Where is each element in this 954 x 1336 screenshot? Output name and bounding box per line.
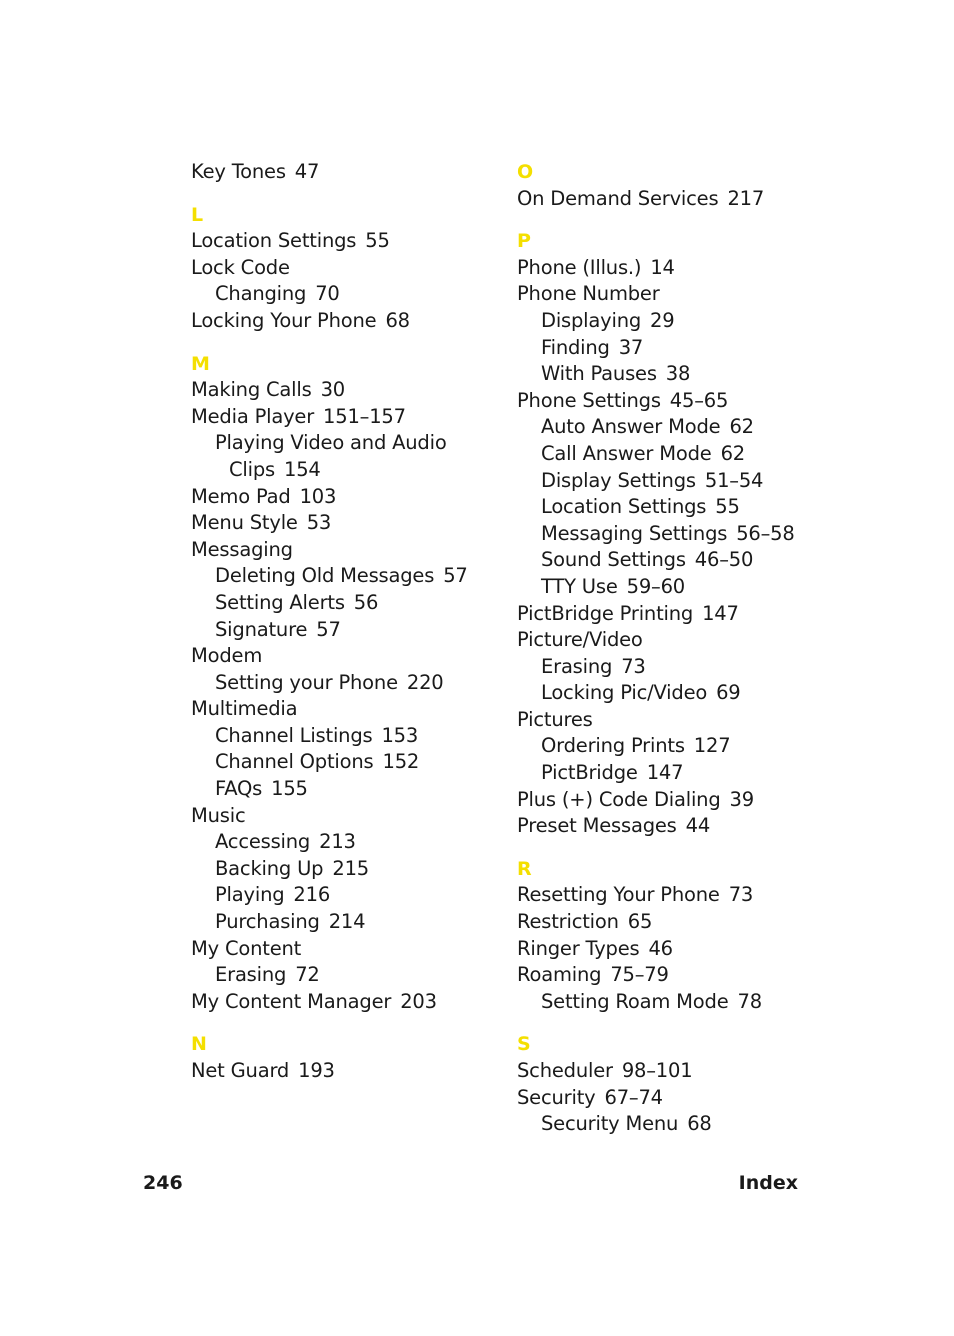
index-subentry [517, 654, 807, 681]
index-term: Restriction [517, 910, 619, 934]
index-entry [517, 909, 807, 936]
index-entry [517, 707, 807, 734]
index-entry [517, 1085, 807, 1112]
index-term: Lock Code [191, 255, 290, 279]
index-page-ref: 155 [271, 777, 308, 801]
index-page-ref: 213 [319, 830, 356, 854]
index-page-ref: 57 [443, 564, 468, 588]
index-entry [191, 696, 491, 723]
index-subentry [517, 441, 807, 468]
index-subentry [191, 776, 491, 803]
index-page-ref: 53 [306, 511, 332, 535]
index-subentry [191, 430, 491, 457]
index-page-ref: 152 [382, 750, 420, 774]
index-subentry [191, 749, 491, 776]
index-page-ref: 147 [646, 761, 684, 785]
index-page-ref: 29 [650, 308, 675, 332]
index-term: Scheduler [517, 1059, 613, 1082]
index-entry [191, 308, 491, 335]
index-term: Messaging Settings [541, 521, 728, 545]
index-term: Modem [191, 644, 263, 668]
index-entry [517, 186, 807, 213]
index-page-ref: 215 [332, 856, 369, 880]
index-subentry [517, 521, 807, 548]
index-page-ref: 203 [400, 989, 437, 1013]
index-page-ref: 154 [284, 457, 321, 481]
index-page-ref: 75–79 [610, 963, 669, 987]
index-term: Call Answer Mode [541, 441, 712, 465]
index-entry [517, 601, 807, 628]
index-subentry [191, 281, 491, 308]
index-page-ref: 62 [729, 415, 754, 439]
index-page-ref: 44 [685, 814, 711, 838]
index-term: Plus (+) Code Dialing [517, 787, 721, 811]
index-entry [191, 510, 491, 537]
index-term: Preset Messages [517, 814, 677, 838]
index-subentry [517, 760, 807, 787]
index-entry [517, 936, 807, 963]
index-page-ref: 216 [293, 883, 331, 907]
index-page-ref: 68 [687, 1112, 712, 1136]
index-page-ref: 147 [702, 601, 739, 625]
index-term: PictBridge Printing [517, 601, 694, 625]
index-term: Phone Number [517, 282, 660, 306]
index-page-ref: 57 [316, 617, 341, 641]
index-page-ref: 153 [381, 723, 419, 747]
index-letter-heading: P [517, 230, 531, 253]
index-letter-heading: M [191, 352, 210, 375]
index-page-ref: 46–50 [694, 548, 754, 572]
index-entry [517, 1058, 807, 1085]
index-page-ref: 14 [650, 255, 675, 279]
index-term: Media Player [191, 404, 315, 428]
index-page-ref: 78 [737, 989, 762, 1013]
index-term: Net Guard [191, 1059, 290, 1082]
index-page-ref: 51–54 [704, 468, 764, 492]
index-subentry [517, 361, 807, 388]
index-subentry [517, 414, 807, 441]
index-page-ref: 59–60 [626, 574, 686, 598]
index-letter-heading: O [517, 161, 534, 183]
index-page-ref: 56–58 [736, 521, 795, 545]
index-page-ref: 47 [294, 160, 320, 183]
index-subentry [517, 308, 807, 335]
index-entry [191, 537, 491, 564]
index-page-ref: 127 [693, 734, 731, 758]
index-term: Channel Listings [215, 723, 373, 747]
index-entry [517, 962, 807, 989]
index-page-ref: 30 [320, 378, 346, 402]
index-subentry [191, 882, 491, 909]
index-term: Display Settings [541, 468, 696, 492]
index-term: Multimedia [191, 697, 298, 721]
index-page-ref: 38 [665, 362, 691, 386]
index-subentry [191, 723, 491, 750]
index-subentry [517, 335, 807, 362]
index-subentry [517, 547, 807, 574]
index-term: PictBridge [541, 761, 638, 785]
index-entry [517, 255, 807, 282]
index-term: Location Settings [541, 495, 707, 519]
index-term: Auto Answer Mode [541, 415, 721, 439]
index-term: Key Tones [191, 160, 286, 183]
index-entry [191, 1058, 491, 1085]
index-page-ref: 55 [365, 229, 390, 253]
index-term: Playing [215, 883, 285, 907]
index-subentry [517, 574, 807, 601]
page-number: 246 [143, 1172, 183, 1194]
index-entry [191, 484, 491, 511]
index-term: Backing Up [215, 856, 324, 880]
index-term: Phone (Illus.) [517, 255, 642, 279]
section-title: Index [738, 1172, 798, 1194]
index-entry [191, 936, 491, 963]
index-term: Locking Pic/Video [541, 681, 708, 705]
index-entry [517, 388, 807, 415]
index-page-ref: 55 [715, 495, 740, 519]
index-term: Accessing [215, 830, 311, 854]
index-page-ref: 46 [648, 936, 673, 960]
index-page-ref: 193 [298, 1059, 335, 1082]
index-column-left [191, 159, 491, 1085]
index-term: Signature [215, 617, 308, 641]
index-term: With Pauses [541, 362, 657, 386]
index-term: Setting Alerts [215, 590, 345, 614]
index-entry [191, 989, 491, 1016]
index-term: My Content [191, 936, 302, 960]
index-page-ref: 214 [328, 910, 366, 934]
index-entry [517, 787, 807, 814]
index-entry [191, 803, 491, 830]
index-term: Clips [229, 457, 275, 481]
index-page-ref: 68 [385, 308, 410, 332]
index-term: TTY Use [541, 574, 618, 598]
index-page-ref: 73 [621, 654, 646, 678]
index-term: Purchasing [215, 910, 320, 934]
index-term: Deleting Old Messages [215, 564, 435, 588]
index-subentry [517, 680, 807, 707]
index-entry [191, 159, 491, 186]
index-term: Ordering Prints [541, 734, 685, 758]
index-page-ref: 69 [716, 681, 741, 705]
index-term: On Demand Services [517, 186, 719, 210]
index-letter-heading: S [517, 1033, 531, 1056]
index-page-ref: 65 [627, 910, 653, 934]
index-term: Erasing [215, 963, 287, 987]
index-term: Playing Video and Audio [215, 431, 447, 455]
index-term: Security [517, 1085, 596, 1109]
index-term: Picture/Video [517, 628, 643, 652]
index-page-ref: 62 [720, 441, 745, 465]
index-entry [517, 281, 807, 308]
index-term: Changing [215, 282, 307, 306]
index-entry [517, 882, 807, 909]
index-term: Menu Style [191, 511, 298, 535]
index-page-ref: 217 [727, 186, 765, 210]
index-term: My Content Manager [191, 989, 392, 1013]
index-term: Pictures [517, 707, 593, 731]
index-subentry [517, 989, 807, 1016]
index-subentry [517, 733, 807, 760]
index-subentry [517, 468, 807, 495]
index-term: Locking Your Phone [191, 308, 377, 332]
index-term: Erasing [541, 654, 613, 678]
index-entry [517, 813, 807, 840]
index-term: Setting Roam Mode [541, 989, 729, 1013]
index-subentry [191, 962, 491, 989]
index-page-ref: 220 [406, 670, 444, 694]
index-subentry [517, 1111, 807, 1138]
index-term: Finding [541, 335, 610, 359]
index-term: Roaming [517, 963, 602, 987]
index-subentry [191, 590, 491, 617]
index-term: Making Calls [191, 378, 312, 402]
index-subentry [191, 563, 491, 590]
index-term: Channel Options [215, 750, 374, 774]
index-subentry [191, 457, 491, 484]
index-letter-heading: N [191, 1033, 207, 1056]
index-letter-heading: L [191, 203, 204, 226]
index-letter-heading: R [517, 857, 532, 880]
index-page-ref: 37 [618, 335, 644, 359]
index-term: Phone Settings [517, 388, 661, 412]
index-page-ref: 103 [299, 484, 337, 508]
index-page-ref: 70 [315, 282, 340, 306]
index-entry [191, 377, 491, 404]
index-term: Security Menu [541, 1112, 679, 1136]
index-term: Displaying [541, 308, 642, 332]
index-entry [191, 404, 491, 431]
index-page-ref: 39 [729, 787, 754, 811]
index-term: Memo Pad [191, 484, 291, 508]
index-entry [191, 643, 491, 670]
index-entry [517, 627, 807, 654]
index-page-ref: 73 [728, 883, 754, 907]
index-entry [191, 228, 491, 255]
index-page-ref: 151–157 [323, 404, 406, 428]
index-subentry [191, 856, 491, 883]
index-term: Ringer Types [517, 936, 640, 960]
index-page-ref: 67–74 [604, 1085, 663, 1109]
index-term: Location Settings [191, 229, 357, 253]
index-page-ref: 45–65 [669, 388, 729, 412]
index-page-ref: 98–101 [621, 1059, 693, 1082]
index-term: Setting your Phone [215, 670, 398, 694]
index-page-ref: 72 [295, 963, 320, 987]
index-subentry [191, 670, 491, 697]
index-column-right [517, 159, 807, 1138]
index-term: Messaging [191, 537, 293, 561]
index-subentry [191, 909, 491, 936]
index-term: FAQs [215, 777, 263, 801]
index-subentry [191, 617, 491, 644]
index-entry [191, 255, 491, 282]
index-term: Sound Settings [541, 548, 686, 572]
index-term: Music [191, 803, 246, 827]
index-page-ref: 56 [353, 590, 379, 614]
index-term: Resetting Your Phone [517, 883, 720, 907]
index-subentry [517, 494, 807, 521]
index-subentry [191, 829, 491, 856]
